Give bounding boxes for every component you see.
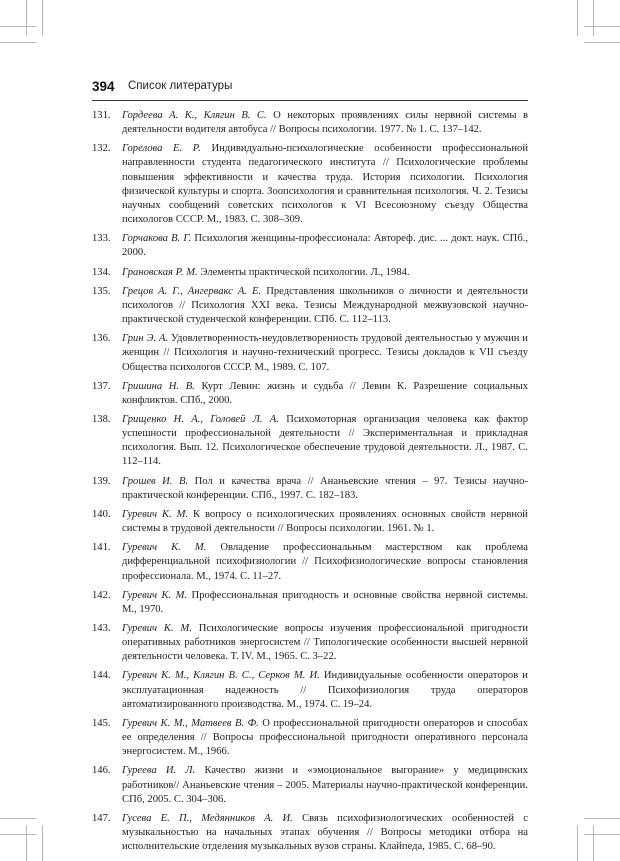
reference-author: Гришина Н. В. xyxy=(122,380,195,392)
reference-text: Индивидуально-психологические особенности профессиональной направленности студента педагогического института // Психологические проблемы повышения эффективности и качества труда. История психологии. Психология физической культуры и спорта. Зоопсихология и сравнительная психология. Ч. 2. Тезисы научных сообщений советских психологов к VI Всесоюзному съезду Общества психологов СССР. М., 1983. С. 308–309. xyxy=(122,143,528,226)
crop-mark xyxy=(0,834,36,835)
page-number: 394 xyxy=(92,79,115,94)
crop-mark xyxy=(584,26,620,27)
crop-mark xyxy=(0,26,36,27)
reference-author: Гуревич К. М., Клягин В. С., Серков М. И. xyxy=(122,670,320,682)
crop-mark xyxy=(0,42,36,43)
reference-number: 136. xyxy=(92,333,111,345)
reference-number: 141. xyxy=(92,542,111,554)
reference-author: Грецов А. Г., Ангервакс А. Е. xyxy=(122,285,262,297)
reference-entry xyxy=(92,541,528,583)
reference-entry xyxy=(92,812,528,854)
reference-text: Профессиональная пригодность и основные свойства нервной системы. М., 1970. xyxy=(122,589,528,615)
reference-number: 147. xyxy=(92,812,111,824)
reference-author: Грановская Р. М. xyxy=(122,266,198,278)
reference-entry xyxy=(92,380,528,408)
reference-entry xyxy=(92,669,528,711)
reference-author: Гуреева И. Л. xyxy=(122,765,196,777)
reference-author: Гордеева А. К., Клягин В. С. xyxy=(122,110,267,121)
reference-text: Курт Левин: жизнь и судьба // Левин К. Разрешение социальных конфликтов. СПб., 2000. xyxy=(122,380,529,406)
reference-text: К вопросу о психологических проявлениях основных свойств нервной системы в трудовой деятельности // Вопросы психологии. 1961. № 1. xyxy=(122,508,528,535)
crop-mark xyxy=(577,0,578,36)
crop-mark xyxy=(593,825,594,861)
reference-list xyxy=(92,109,528,859)
reference-author: Гуревич К. М. xyxy=(122,508,189,520)
reference-text: Психомоторная организация человека как фактор успешности профессиональной деятельности // Экспериментальная и прикладная психология. Вып. 12. Психологическое обеспечение трудовой деятельности. Л., 1987. С. 112–114. xyxy=(122,413,528,468)
reference-author: Грошев И. В. xyxy=(122,475,189,487)
reference-number: 139. xyxy=(92,475,111,487)
crop-mark xyxy=(584,818,620,819)
reference-author: Грищенко Н. А., Головей Л. А. xyxy=(122,413,279,425)
reference-number: 133. xyxy=(92,233,111,245)
reference-text: Элементы практической психологии. Л., 1984. xyxy=(200,266,410,278)
reference-text: Овладение профессиональным мастерством как проблема дифференциальной психофизиологии // Психофизиологические вопросы становления профессионала. М., 1974. С. 11–27. xyxy=(122,542,528,582)
reference-text: Психология женщины-профессионала: Автореф. дис. ... докт. наук. СПб., 2000. xyxy=(122,233,529,259)
crop-mark xyxy=(26,825,27,861)
reference-author: Гуревич К. М., Матвеев В. Ф. xyxy=(122,717,259,729)
reference-text: Качество жизни и «эмоциональное выгорание» у медицинских работников// Ананьевские чтения – 2005. Материалы научно-практической конференции. СПб, 2005. С. 304–306. xyxy=(122,765,528,805)
reference-entry xyxy=(92,475,528,503)
reference-entry xyxy=(92,622,528,664)
reference-text: Пол и качества врача // Ананьевские чтения – 97. Тезисы научно-практической конференции. СПб., 1997. С. 182–183. xyxy=(122,475,529,501)
reference-author: Гуревич К. М. xyxy=(122,589,188,601)
reference-author: Грин Э. А. xyxy=(122,333,169,345)
reference-author: Гуревич К. М. xyxy=(122,623,192,634)
reference-entry xyxy=(92,285,528,327)
reference-number: 146. xyxy=(92,765,111,777)
reference-entry xyxy=(92,764,528,806)
reference-entry xyxy=(92,109,528,137)
reference-text: О профессиональной пригодности операторов и способах ее определения // Вопросы профессиональной пригодности оперативного персонала энергосистем. М., 1966. xyxy=(122,717,529,758)
reference-text: Удовлетворенность-неудовлетворенность трудовой деятельностью у мужчин и женщин // Психология и научно-технический прогресс. Тезисы докладов к VII съезду Общества психологов СССР. М., 1989. С. 107. xyxy=(122,333,528,373)
running-title: Список литературы xyxy=(128,80,233,92)
reference-number: 142. xyxy=(92,589,111,601)
reference-entry xyxy=(92,413,528,470)
reference-text: Психологические вопросы изучения профессиональной пригодности оперативных работников энергосистем // Типологические особенности высшей нервной деятельности человека. Т. IV. М., 1965. С. 3–22. xyxy=(122,623,529,663)
reference-text: Связь психофизиологических особенностей с музыкальностью на начальных этапах обучения // Вопросы методики отбора на исполнительские отделения музыкальных вузов страны. Клайпеда, 1985. С. 68–90. xyxy=(122,812,528,853)
reference-entry xyxy=(92,508,528,536)
reference-number: 135. xyxy=(92,285,111,297)
reference-entry xyxy=(92,142,528,227)
crop-mark xyxy=(0,818,36,819)
crop-mark xyxy=(584,834,620,835)
reference-author: Гуревич К. М. xyxy=(122,542,207,554)
reference-number: 131. xyxy=(92,110,111,121)
reference-entry xyxy=(92,717,528,759)
reference-entry xyxy=(92,266,528,280)
crop-mark xyxy=(593,0,594,36)
reference-author: Горчакова В. Г. xyxy=(122,233,192,245)
reference-author: Горелова Е. Р. xyxy=(122,143,201,155)
reference-text: О некоторых проявлениях силы нервной системы в деятельности водителя автобуса // Вопросы психологии. 1977. № 1. С. 137–142. xyxy=(122,110,528,136)
reference-number: 144. xyxy=(92,670,111,682)
page-header xyxy=(92,78,528,101)
reference-entry xyxy=(92,232,528,260)
reference-number: 140. xyxy=(92,508,111,520)
reference-entry xyxy=(92,589,528,617)
reference-number: 138. xyxy=(92,413,111,425)
crop-mark xyxy=(42,825,43,861)
reference-number: 145. xyxy=(92,717,111,729)
reference-number: 143. xyxy=(92,623,111,634)
reference-text: Индивидуальные особенности операторов и эксплуатационная надежность // Психофизиология труда операторов автоматизированного производства. М., 1974. С. 19–24. xyxy=(122,670,528,710)
crop-mark xyxy=(42,0,43,36)
crop-mark xyxy=(584,42,620,43)
reference-number: 134. xyxy=(92,266,111,278)
crop-mark xyxy=(577,825,578,861)
reference-number: 132. xyxy=(92,143,111,155)
reference-author: Гусева Е. П., Медянников А. И. xyxy=(122,812,293,824)
reference-number: 137. xyxy=(92,380,111,392)
reference-text: Представления школьников о личности и деятельности психологов // Психология XXI века. Тезисы Международной межвузовской научно-практической студенческой конференции. СПб. С. 112–113. xyxy=(122,285,529,326)
crop-mark xyxy=(26,0,27,36)
reference-entry xyxy=(92,332,528,374)
